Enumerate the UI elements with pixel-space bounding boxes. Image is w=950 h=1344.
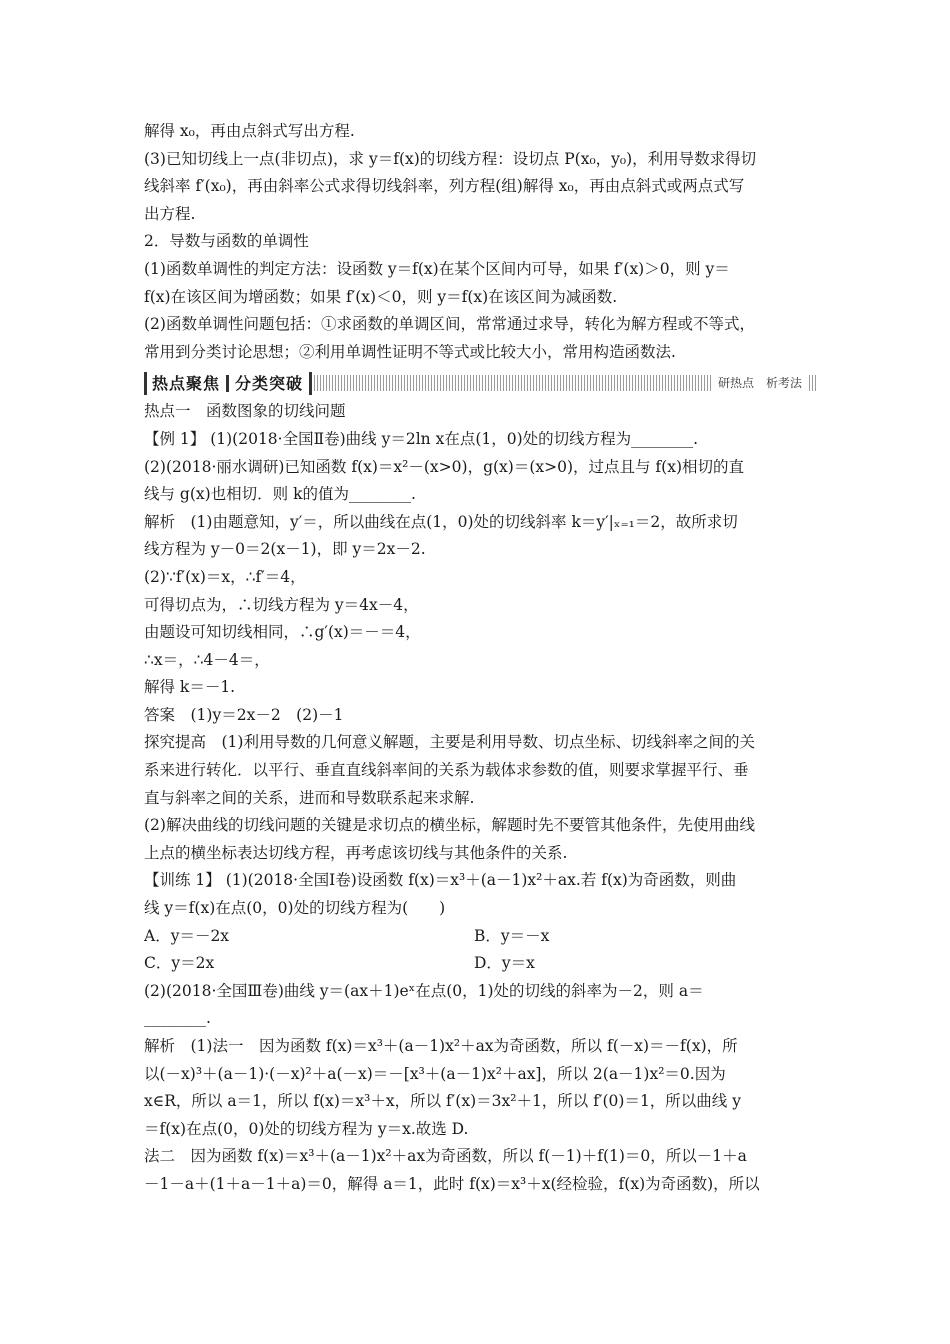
text-line: f(x)在该区间为增函数；如果 f′(x)＜0，则 y＝f(x)在该区间为减函数.: [144, 287, 618, 306]
option-a: A．y＝－2x: [144, 926, 230, 945]
text-line: －1－a＋(1＋a－1＋a)＝0，解得 a＝1，此时 f(x)＝x³＋x(经检验，f(x)为奇函数)，所以: [144, 1174, 760, 1193]
options-row: [144, 950, 816, 978]
option-c: C．y＝2x: [144, 954, 215, 973]
option-d: D．y＝x: [474, 954, 535, 973]
text-line: 线方程为 y－0＝2(x－1)，即 y＝2x－2.: [144, 540, 426, 559]
banner-tag: 研热点 析考法: [712, 373, 808, 393]
text-line: 解析 (1)由题意知，y′＝，所以曲线在点(1，0)处的切线斜率 k＝y′|ₓ₌₁＝2，故所求切: [144, 512, 738, 531]
text-line: 探究提高 (1)利用导数的几何意义解题，主要是利用导数、切点坐标、切线斜率之间的关: [144, 733, 755, 752]
text-line: ∴x＝，∴4－4＝，: [144, 650, 270, 669]
hotspot-heading: 热点一 函数图象的切线问题: [144, 402, 346, 421]
banner-title-left: 热点聚焦: [152, 374, 221, 394]
text-line: (1)函数单调性的判定方法：设函数 y＝f(x)在某个区间内可导，如果 f′(x)＞0，则 y＝: [144, 259, 730, 278]
text-line: 解得 x₀，再由点斜式写出方程.: [144, 122, 355, 140]
answer-line: 答案 (1)y＝2x－2 (2)－1: [144, 705, 344, 724]
text-line: 常用到分类讨论思想；②利用单调性证明不等式或比较大小，常用构造函数法.: [144, 342, 676, 361]
text-line: 系来进行转化．以平行、垂直直线斜率间的关系为载体求参数的值，则要求掌握平行、垂: [144, 761, 749, 780]
options-row: [144, 923, 816, 951]
text-line: 直与斜率之间的关系，进而和导数联系起来求解.: [144, 788, 475, 807]
section-banner: [144, 370, 816, 397]
text-line: 由题设可知切线相同，∴g′(x)＝－＝4，: [144, 623, 421, 642]
text-line: 线斜率 f′(x₀)，再由斜率公式求得切线斜率，列方程(组)解得 x₀，再由点斜式或两点式写: [144, 177, 745, 196]
text-line: 线 y＝f(x)在点(0，0)处的切线方程为( ): [144, 899, 446, 918]
text-line: 解析 (1)法一 因为函数 f(x)＝x³＋(a－1)x²＋ax为奇函数，所以 f(－x)＝－f(x)，所: [144, 1037, 738, 1055]
text-line: ＝f(x)在点(0，0)处的切线方程为 y＝x.故选 D.: [144, 1119, 469, 1138]
text-line: ________.: [144, 1009, 211, 1028]
text-line: (2)解决曲线的切线问题的关键是求切点的横坐标，解题时先不要管其他条件，先使用曲线: [144, 816, 755, 835]
text-line: (2)(2018·丽水调研)已知函数 f(x)＝x²－(x>0)，g(x)＝(x>0)，过点且与 f(x)相切的直: [144, 457, 745, 476]
text-line: x∈R，所以 a＝1，所以 f(x)＝x³＋x，所以 f′(x)＝3x²＋1，所以 f′(0)＝1，所以曲线 y: [144, 1092, 741, 1111]
training-line: 【训练 1】 (1)(2018·全国Ⅰ卷)设函数 f(x)＝x³＋(a－1)x²＋ax.若 f(x)为奇函数，则曲: [144, 871, 737, 890]
text-line: 解得 k＝－1.: [144, 678, 236, 697]
text-line: 线与 g(x)也相切．则 k的值为________.: [144, 485, 416, 504]
text-line: 法二 因为函数 f(x)＝x³＋(a－1)x²＋ax为奇函数，所以 f(－1)＋f(1)＝0，所以－1＋a: [144, 1147, 747, 1166]
text-line: (3)已知切线上一点(非切点)，求 y＝f(x)的切线方程：设切点 P(x₀，y₀)，利用导数求得切: [144, 149, 757, 168]
document-page: [144, 118, 816, 1199]
option-b: B．y＝－x: [474, 926, 550, 945]
section-heading: 2．导数与函数的单调性: [144, 232, 309, 251]
text-line: 可得切点为，∴切线方程为 y＝4x－4，: [144, 595, 419, 614]
example-line: 【例 1】 (1)(2018·全国Ⅱ卷)曲线 y＝2ln x在点(1，0)处的切线方程为________.: [144, 429, 699, 448]
text-line: 以(－x)³＋(a－1)·(－x)²＋a(－x)＝－[x³＋(a－1)x²＋ax]，所以 2(a－1)x²＝0.因为: [144, 1064, 726, 1083]
text-line: (2)∵f′(x)＝x，∴f′＝4，: [144, 567, 306, 586]
banner-title: [144, 372, 312, 395]
text-line: (2)(2018·全国Ⅲ卷)曲线 y＝(ax＋1)eˣ在点(0，1)处的切线的斜率为－2，则 a＝: [144, 981, 704, 1000]
text-line: (2)函数单调性问题包括：①求函数的单调区间，常常通过求导，转化为解方程或不等式，: [144, 315, 755, 334]
banner-title-right: 分类突破: [235, 374, 304, 394]
banner-divider: [226, 375, 229, 392]
text-line: 出方程.: [144, 204, 196, 223]
text-line: 上点的横坐标表达切线方程，再考虑该切线与其他条件的关系.: [144, 843, 568, 862]
